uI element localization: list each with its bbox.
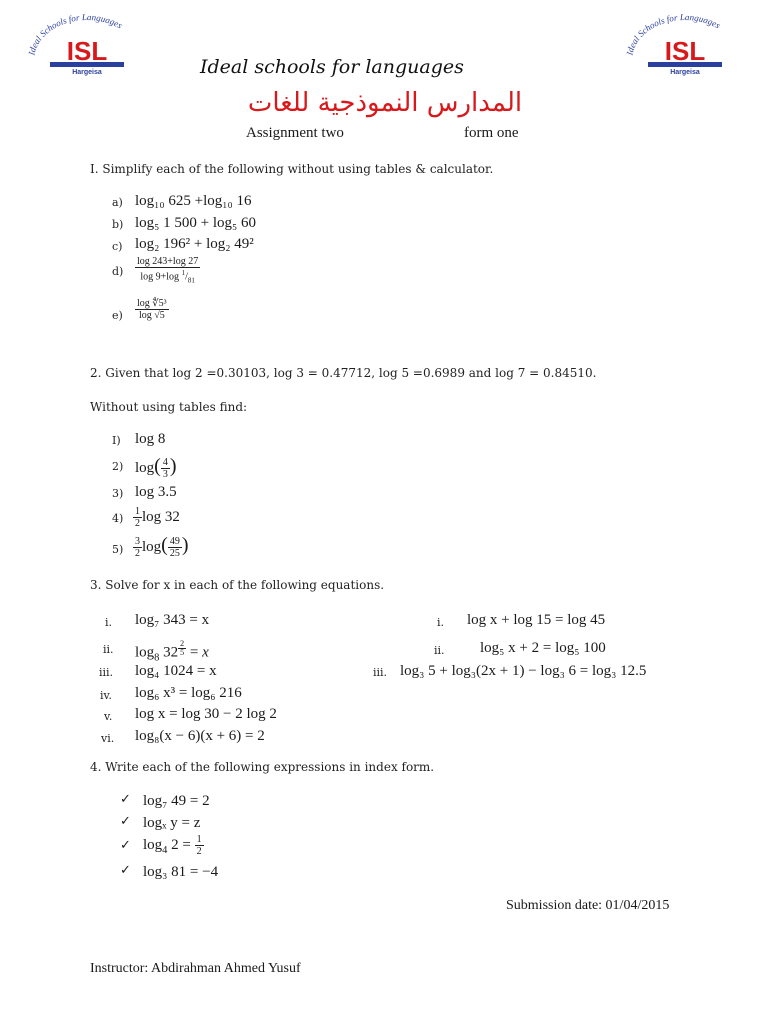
logo-arc-text: Ideal Schools for Languages [26, 14, 124, 57]
q1-label: e) [112, 309, 123, 322]
q2-item-1: log 8 [135, 431, 166, 447]
q2-item-2: log( $\frac{4}{3}$ ) [135, 455, 177, 481]
logo-text: ISL [66, 36, 108, 66]
q4-item: log₇ 49 = 2 [143, 793, 210, 809]
q1-label: d) [112, 265, 124, 278]
q1-label: a) [112, 196, 123, 209]
submission-date: Submission date: 01/04/2015 [506, 898, 670, 913]
instructor-name: Instructor: Abdirahman Ahmed Yusuf [90, 961, 301, 976]
q2-item-3: log 3.5 [135, 484, 177, 500]
q4-item: log₃ 81 = −4 [143, 864, 219, 880]
isl-logo-left [22, 14, 152, 76]
q3-left-label: iv. [100, 689, 112, 702]
q2-label: 3) [112, 487, 124, 500]
q4-item: $\log_4 2$ = $\frac{1}{2}$ [143, 834, 202, 857]
school-name: Ideal schools for languages [200, 56, 464, 78]
logo-city: Hargeisa [72, 69, 102, 76]
q3-left-item: log₄ 1024 = x [135, 663, 217, 679]
q1-label: b) [112, 218, 124, 231]
q2-item-4: $\frac{1}{2}$ log 32 [135, 506, 180, 529]
q1-item-d: $\frac{\log 243+\log 27}{\log 9+\log ^1/_{81}}$ [137, 256, 199, 285]
checkmark-icon: ✓ [120, 814, 131, 829]
q4-item: logₓ y = z [143, 815, 201, 831]
q2-title: 2. Given that log 2 =0.30103, log 3 = 0.47712, log 5 =0.6989 and log 7 = 0.84510. [90, 366, 597, 380]
checkmark-icon: ✓ [120, 792, 131, 807]
q3-left-label: ii. [103, 643, 114, 656]
q4-title: 4. Write each of the following expressions in index form. [90, 760, 435, 774]
arabic-school-name: المدارس النموذجية للغات [247, 88, 523, 118]
checkmark-icon: ✓ [120, 838, 131, 853]
q3-right-item: log x + log 15 = log 45 [467, 612, 606, 628]
q2-label: 5) [112, 543, 124, 556]
q3-left-item: log x = log 30 − 2 log 2 [135, 706, 277, 722]
q3-left-label: vi. [101, 732, 115, 745]
q3-left-item: $\log_8 32$ $^{\frac{2}{5}}$ = x [135, 639, 209, 664]
q3-right-label: ii. [434, 644, 445, 657]
q2-label: I) [112, 434, 121, 447]
q3-left-label: v. [104, 710, 113, 723]
q3-left-item: log₆ x³ = log₆ 216 [135, 685, 242, 701]
q1-item-e: $\frac{\text{log ∜5³}}{\log √5}$ [137, 298, 167, 321]
q3-right-label: iii. [373, 666, 388, 679]
q1-item-b: log₅ 1 500 + log₅ 60 [135, 215, 257, 231]
form-label: form one [464, 125, 519, 141]
checkmark-icon: ✓ [120, 863, 131, 878]
logo-arc-text: Ideal Schools for Languages [624, 14, 722, 57]
q2-item-5: $\frac{3}{2}$ log( $\frac{49}{25}$ ) [135, 534, 189, 560]
q1-item-c: log₂ 196² + log₂ 49² [135, 236, 254, 252]
isl-logo-right [620, 14, 750, 76]
q1-title: I. Simplify each of the following without using tables & calculator. [90, 162, 494, 176]
q3-left-item: log₈(x − 6)(x + 6) = 2 [135, 728, 265, 744]
q3-right-item: log₅ x + 2 = log₅ 100 [480, 640, 606, 656]
assignment-title: Assignment two [246, 125, 344, 141]
q3-left-item: log₇ 343 = x [135, 612, 210, 628]
q2-label: 2) [112, 460, 124, 473]
logo-text: ISL [664, 36, 706, 66]
q2-label: 4) [112, 512, 124, 525]
q3-left-label: iii. [99, 666, 114, 679]
q2-subtitle: Without using tables find: [90, 400, 248, 414]
q3-left-label: i. [105, 616, 113, 629]
q3-right-label: i. [437, 616, 445, 629]
q3-right-item: log₃ 5 + log₃(2x + 1) − log₃ 6 = log₃ 12.5 [400, 663, 647, 679]
q1-item-a: log₁₀ 625 +log₁₀ 16 [135, 193, 252, 209]
q1-label: c) [112, 240, 123, 253]
logo-city: Hargeisa [670, 69, 700, 76]
q3-title: 3. Solve for x in each of the following equations. [90, 578, 385, 592]
